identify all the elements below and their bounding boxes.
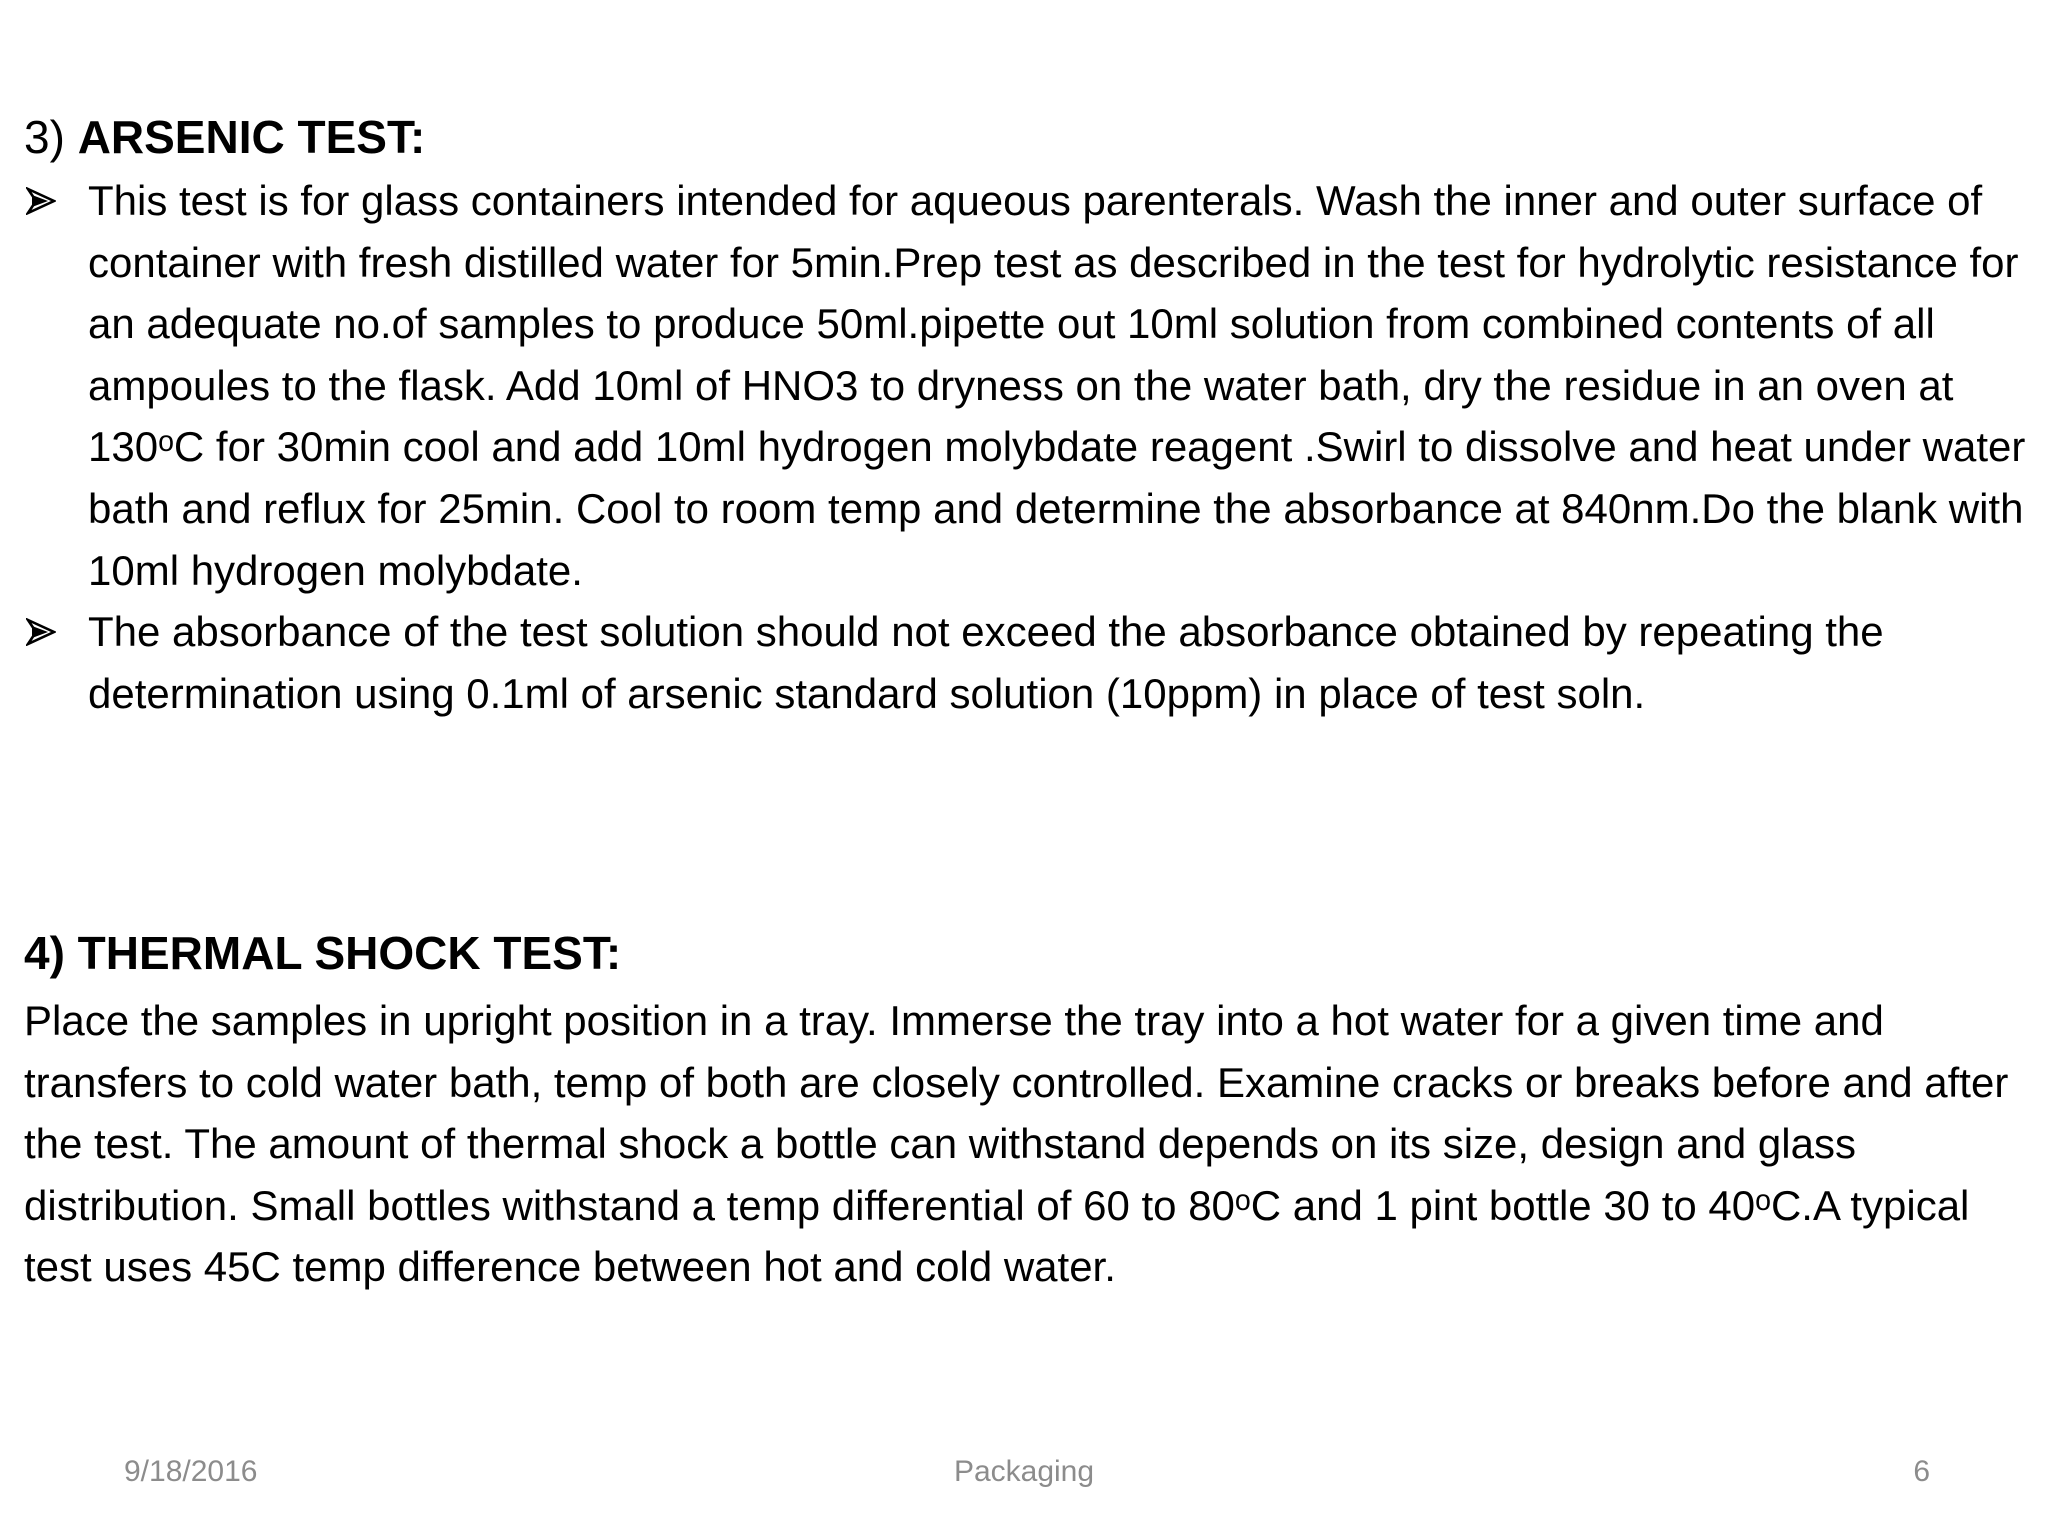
list-item — [24, 601, 2034, 724]
section-title: 4) THERMAL SHOCK TEST: — [24, 927, 622, 979]
thermal-shock-paragraph: Place the samples in upright position in a tray. Immerse the tray into a hot water for a given time and transfers to cold water bath, temp of both are closely controlled. Examine cracks or breaks before and after the test. The amount of thermal shock a bottle can withstand depends on its size, design and glass distribution. Small bottles withstand a temp differential of 60 to 80ᵒC and 1 pint bottle 30 to 40ᵒC.A typical test uses 45C temp difference between hot and cold water. — [24, 997, 2009, 1291]
arsenic-test-heading — [24, 106, 425, 168]
section-number: 3) — [24, 111, 78, 163]
arsenic-test-bullets — [24, 170, 2034, 724]
thermal-shock-test-heading — [24, 922, 621, 984]
footer-page-number: 6 — [1913, 1455, 1930, 1488]
arrowhead-bullet-icon — [24, 601, 64, 663]
footer-date: 9/18/2016 — [124, 1455, 258, 1488]
bullet-text: This test is for glass containers intended for aqueous parenterals. Wash the inner and outer surface of container with fresh distilled water for 5min.Prep test as described in the test for hydrolytic resistance for an adequate no.of samples to produce 50ml.pipette out 10ml solution from combined contents of all ampoules to the flask. Add 10ml of HNO3 to dryness on the water bath, dry the residue in an oven at 130ᵒC for 30min cool and add 10ml hydrogen molybdate reagent .Swirl to dissolve and heat under water bath and reflux for 25min. Cool to room temp and determine the absorbance at 840nm.Do the blank with 10ml hydrogen molybdate. — [88, 177, 2026, 594]
arrowhead-bullet-icon — [24, 170, 64, 232]
list-item — [24, 170, 2034, 601]
section-title: ARSENIC TEST: — [77, 111, 426, 163]
bullet-text: The absorbance of the test solution should not exceed the absorbance obtained by repeating the determination using 0.1ml of arsenic standard solution (10ppm) in place of test soln. — [88, 608, 1884, 717]
footer-title: Packaging — [953, 1455, 1095, 1488]
